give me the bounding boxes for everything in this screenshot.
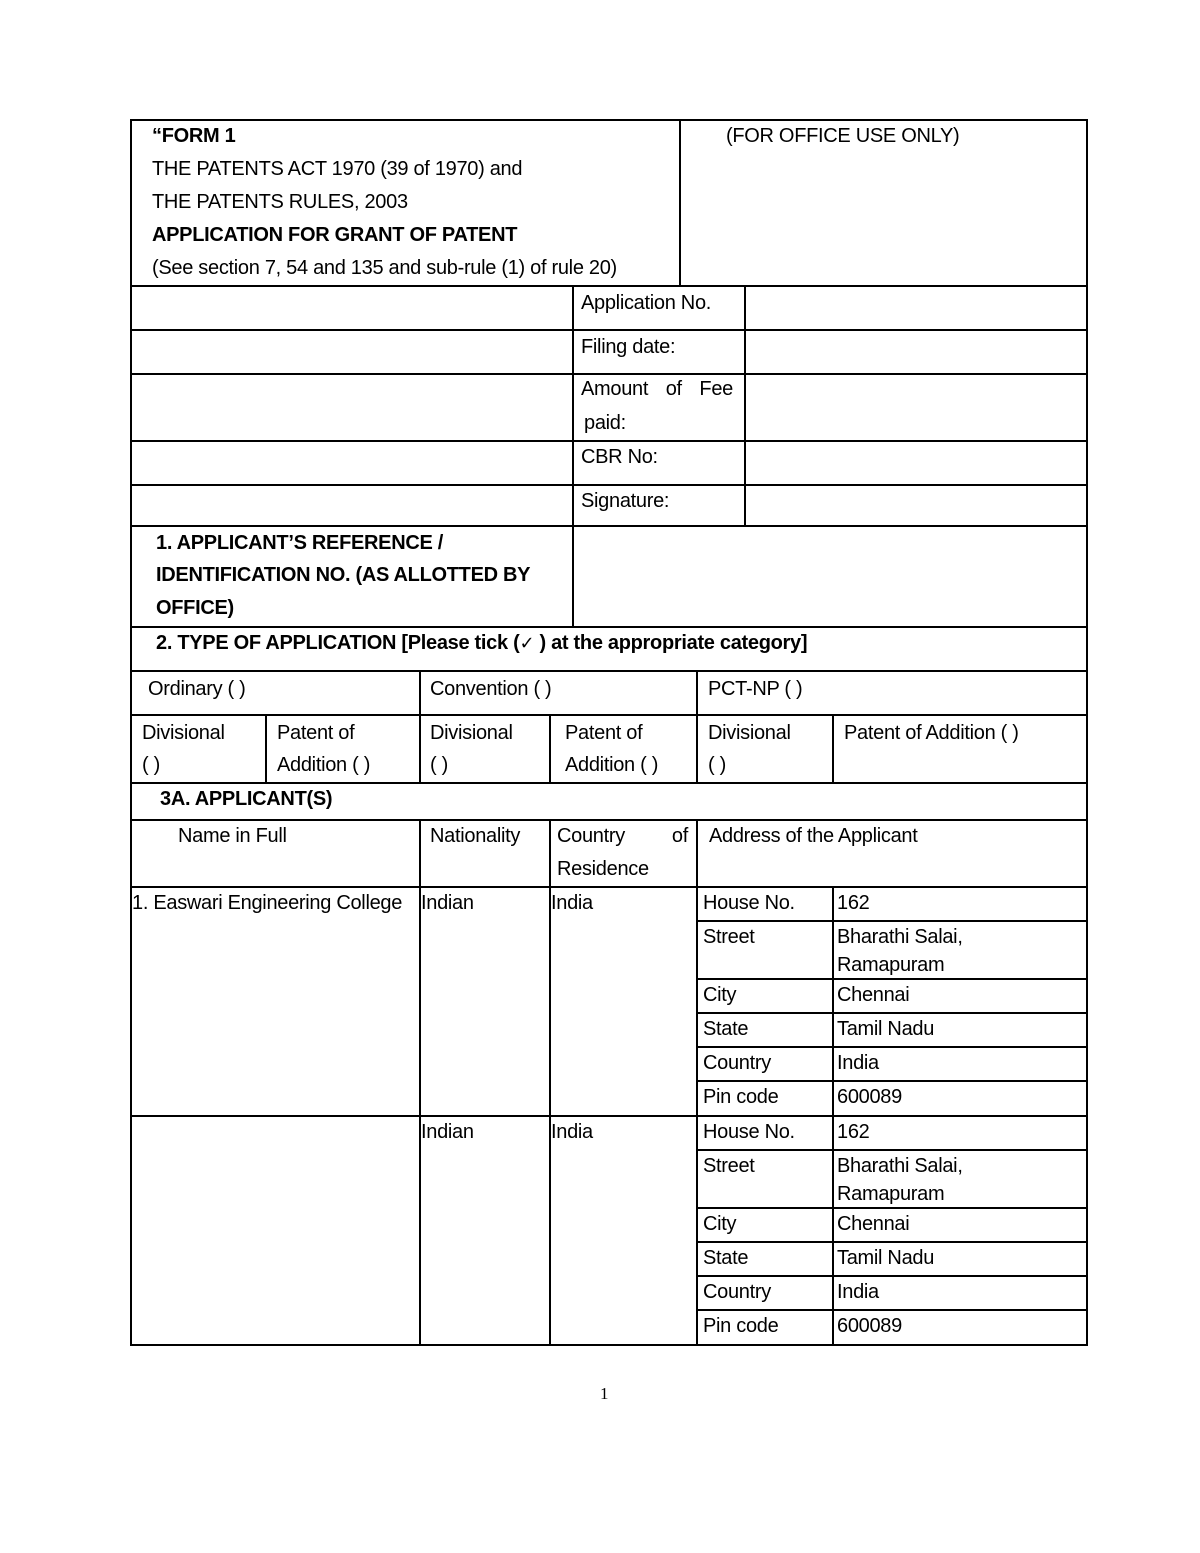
rule (679, 119, 681, 286)
city-label: City (703, 984, 737, 1006)
ordinary-divisional-tick: ( ) (142, 754, 160, 776)
ordinary-patent-of: Patent of (277, 722, 355, 744)
country-value: India (837, 1281, 879, 1303)
house-no-value: 162 (837, 1121, 870, 1143)
col-country-line2: Residence (557, 858, 649, 880)
fee-word: of (665, 378, 682, 400)
state-value: Tamil Nadu (837, 1247, 935, 1269)
house-no-value: 162 (837, 892, 870, 914)
ordinary-addition: Addition ( ) (277, 754, 371, 776)
rule (130, 1115, 1088, 1117)
applicant-nationality: Indian (421, 1121, 474, 1143)
pin-code-label: Pin code (703, 1315, 779, 1337)
pct-np-option: PCT-NP ( ) (708, 678, 803, 700)
city-value: Chennai (837, 1213, 910, 1235)
rule (744, 285, 746, 526)
filing-date-label: Filing date: (581, 336, 676, 358)
pct-patent-of-addition: Patent of Addition ( ) (844, 722, 1019, 744)
convention-option: Convention ( ) (430, 678, 552, 700)
street-value-line2: Ramapuram (837, 1183, 945, 1205)
country-label: Country (703, 1281, 771, 1303)
see-section-line: (See section 7, 54 and 135 and sub-rule (1) of rule 20) (152, 257, 617, 279)
col-country-word: Country (557, 825, 625, 847)
rule (572, 285, 574, 627)
fee-label-line2: paid: (584, 412, 626, 434)
city-label: City (703, 1213, 737, 1235)
signature-label: Signature: (581, 490, 670, 512)
applicant-name: 1. Easwari Engineering College (132, 892, 403, 914)
section1-line1: 1. APPLICANT’S REFERENCE / (156, 532, 444, 554)
form-title: APPLICATION FOR GRANT OF PATENT (152, 224, 518, 246)
convention-patent-of: Patent of (565, 722, 643, 744)
city-value: Chennai (837, 984, 910, 1006)
col-name-in-full: Name in Full (178, 825, 287, 847)
rules-line: THE PATENTS RULES, 2003 (152, 191, 408, 213)
form-number: “FORM 1 (152, 125, 236, 147)
street-value-line2: Ramapuram (837, 954, 945, 976)
convention-divisional-tick: ( ) (430, 754, 448, 776)
fee-word: Amount (581, 378, 649, 400)
col-address: Address of the Applicant (709, 825, 918, 847)
house-no-label: House No. (703, 1121, 795, 1143)
rule (696, 670, 698, 783)
street-label: Street (703, 926, 755, 948)
fee-word: Fee (699, 378, 733, 400)
act-line: THE PATENTS ACT 1970 (39 of 1970) and (152, 158, 523, 180)
state-label: State (703, 1018, 749, 1040)
rule (130, 670, 1088, 672)
fee-label-line1 (581, 373, 733, 406)
rule (696, 819, 698, 1346)
section1-line3: OFFICE) (156, 597, 234, 619)
applicant-nationality: Indian (421, 892, 474, 914)
application-no-label: Application No. (581, 292, 712, 314)
rule (419, 670, 421, 783)
applicant-country: India (551, 1121, 593, 1143)
rule (265, 714, 267, 783)
pin-code-value: 600089 (837, 1086, 902, 1108)
section2-title-post: ) at the appropriate category] (534, 632, 808, 654)
pct-divisional: Divisional (708, 722, 791, 744)
section3a-title: 3A. APPLICANT(S) (160, 788, 333, 810)
pin-code-value: 600089 (837, 1315, 902, 1337)
state-value: Tamil Nadu (837, 1018, 935, 1040)
office-use-heading: (FOR OFFICE USE ONLY) (726, 125, 960, 147)
ordinary-option: Ordinary ( ) (148, 678, 246, 700)
country-label: Country (703, 1052, 771, 1074)
col-nationality: Nationality (430, 825, 521, 847)
tick-icon: ✓ (519, 633, 535, 654)
street-label: Street (703, 1155, 755, 1177)
rule (130, 714, 1088, 716)
section1-line2: IDENTIFICATION NO. (AS ALLOTTED BY (156, 564, 531, 586)
cbr-no-label: CBR No: (581, 446, 658, 468)
country-value: India (837, 1052, 879, 1074)
street-value-line1: Bharathi Salai, (837, 1155, 963, 1177)
pin-code-label: Pin code (703, 1086, 779, 1108)
section2-title-pre: 2. TYPE OF APPLICATION [Please tick ( (156, 632, 520, 654)
convention-divisional: Divisional (430, 722, 513, 744)
rule (832, 714, 834, 783)
section2-title (156, 627, 807, 660)
rule (549, 714, 551, 783)
rule (832, 886, 834, 1346)
page-number: 1 (600, 1384, 609, 1403)
convention-addition: Addition ( ) (565, 754, 659, 776)
col-country-line1 (557, 820, 688, 853)
street-value-line1: Bharathi Salai, (837, 926, 963, 948)
applicant-country: India (551, 892, 593, 914)
state-label: State (703, 1247, 749, 1269)
col-country-word: of (671, 825, 688, 847)
ordinary-divisional: Divisional (142, 722, 225, 744)
house-no-label: House No. (703, 892, 795, 914)
pct-divisional-tick: ( ) (708, 754, 726, 776)
